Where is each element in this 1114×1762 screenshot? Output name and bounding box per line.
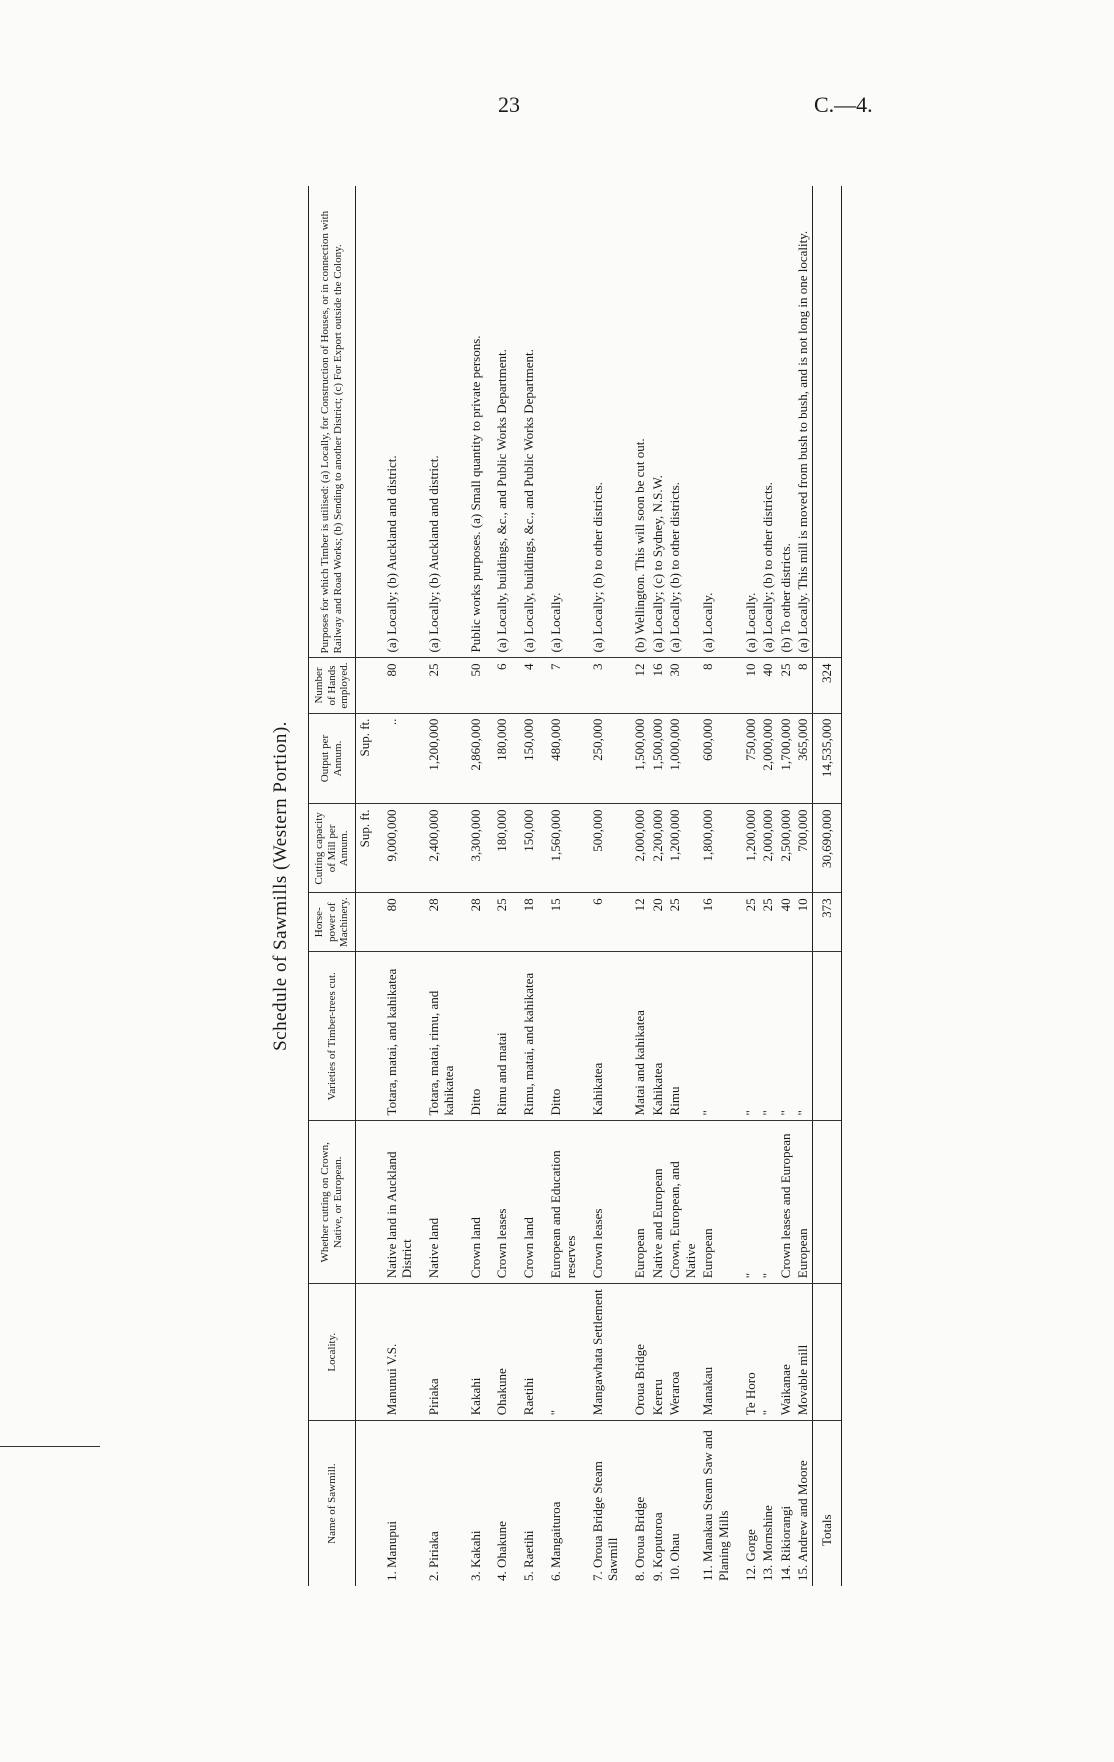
table-row [699,186,732,1586]
table-cell: 10 [733,658,760,713]
table-cell: Movable mill [794,1284,812,1421]
table-row [416,186,458,1586]
table-cell: 8 [794,658,812,713]
table-cell: 7 [538,658,580,713]
total-horse-power: 373 [812,893,841,952]
table-cell: 180,000 [484,804,511,893]
table-cell: (a) Locally. [699,186,732,658]
table-cell: Crown, European, and Native [666,1121,699,1284]
totals-label: Totals [812,1421,841,1586]
table-cell: Ditto [538,952,580,1121]
table-cell: Piriaka [416,1284,458,1421]
table-cell: 10 [794,893,812,952]
unit-label: Sup. ft. [355,804,373,893]
table-row [511,186,538,1586]
total-output: 14,535,000 [812,713,841,804]
col-header: Locality. [309,1284,356,1421]
table-cell: 12 [622,893,649,952]
table-cell: Kakahi [458,1284,485,1421]
table-row [666,186,699,1586]
table-row [458,186,485,1586]
table-cell: 3,300,000 [458,804,485,893]
table-cell: 28 [458,893,485,952]
table-cell: European and Education reserves [538,1121,580,1284]
table-cell: 40 [759,658,777,713]
table-cell: 1,200,000 [733,804,760,893]
table-row [374,186,416,1586]
table-cell: Native and European [649,1121,667,1284]
table-cell: Manakau [699,1284,732,1421]
table-cell: Native land in Auckland District [374,1121,416,1284]
table-cell: Ohakune [484,1284,511,1421]
table-cell: Manunui V.S. [374,1284,416,1421]
table-cell: (b) Wellington. This will soon be cut out. [622,186,649,658]
table-row [580,186,622,1586]
table-cell: " [733,1121,760,1284]
table-cell: 11. Manakau Steam Saw and Planing Mills [700,1430,732,1581]
table-row [777,186,795,1586]
table-cell: 2,000,000 [759,713,777,804]
table-cell: " [759,1121,777,1284]
table-cell: Rimu [666,952,699,1121]
table-cell: 6 [580,893,622,952]
table-cell: (a) Locally; (b) Auckland and district. [416,186,458,658]
table-row [484,186,511,1586]
table-cell: Kereru [649,1284,667,1421]
table-cell: Raetihi [511,1284,538,1421]
table-cell: Ditto [458,952,485,1121]
table-cell: Oroua Bridge [622,1284,649,1421]
table-cell: 18 [511,893,538,952]
table-cell: 7. Oroua Bridge Steam Sawmill [589,1461,621,1581]
table-cell: (a) Locally; (b) Auckland and district. [374,186,416,658]
col-header: Output per Annum. [309,713,356,804]
table-cell: European [794,1121,812,1284]
table-cell: (a) Locally; (b) to other districts. [759,186,777,658]
table-cell: 2,860,000 [458,713,485,804]
table-cell: 12 [622,658,649,713]
table-cell: 500,000 [580,804,622,893]
table-cell: 1,800,000 [699,804,732,893]
table-row [649,186,667,1586]
table-cell: 13. Mornshine [760,1505,776,1581]
table-cell: 600,000 [699,713,732,804]
totals-row [812,186,841,1586]
table-cell: " [759,1284,777,1421]
table-cell: European [622,1121,649,1284]
table-cell: 365,000 [794,713,812,804]
table-cell: 6 [484,658,511,713]
table-cell: 3. Kakahi [467,1530,483,1581]
table-cell: 25 [484,893,511,952]
table-cell: " [759,952,777,1121]
table-cell: " [733,952,760,1121]
table-cell: 1,500,000 [622,713,649,804]
table-cell: 80 [374,893,416,952]
table-cell: 20 [649,893,667,952]
col-header: Horse-power of Machinery. [309,893,356,952]
table-cell: (a) Locally. This mill is moved from bush to bush, and is not long in one locality. [794,186,812,658]
col-header: Cutting capacity of Mill per Annum. [309,804,356,893]
table-cell: " [777,952,795,1121]
table-row [622,186,649,1586]
table-cell: Rimu, matai, and kahikatea [511,952,538,1121]
table-cell: 4. Ohakune [494,1521,510,1581]
table-cell: (a) Locally; (c) to Sydney, N.S.W. [649,186,667,658]
margin-rule [0,1446,100,1447]
table-cell: Mangawhata Settlement [580,1284,622,1421]
table-cell: 15. Andrew and Moore [795,1460,811,1581]
table-cell: Totara, matai, and kahikatea [374,952,416,1121]
schedule-title: Schedule of Sawmills (Western Portion). [270,721,291,1051]
table-cell: 2,500,000 [777,804,795,893]
table-cell: 8. Oroua Bridge [632,1496,648,1581]
table-cell: 4 [511,658,538,713]
table-cell: 1,560,000 [538,804,580,893]
col-header: Purposes for which Timber is utilised: (a) Locally, for Construction of Houses, or in connection with Railway and Road Works; (b) Sending to another District; (c) For Export outside the Colony. [309,186,356,658]
table-cell: 9,000,000 [374,804,416,893]
table-cell: Kahikatea [580,952,622,1121]
header-row [309,186,356,1586]
table-cell: 9. Koputoroa [649,1512,665,1581]
table-cell: 150,000 [511,713,538,804]
table-cell: 1. Manupui [383,1521,399,1581]
table-cell: Weraroa [666,1284,699,1421]
table-cell: 750,000 [733,713,760,804]
table-cell: 5. Raetihi [521,1530,537,1581]
table-cell: European [699,1121,732,1284]
table-cell: 250,000 [580,713,622,804]
unit-label: Sup. ft. [355,713,373,804]
table-cell: Kahikatea [649,952,667,1121]
table-cell: .. [374,713,416,804]
table-cell: 14. Rikiorangi [777,1505,793,1581]
table-cell: 1,500,000 [649,713,667,804]
table-cell: 700,000 [794,804,812,893]
table-cell: Rimu and matai [484,952,511,1121]
total-hands: 324 [812,658,841,713]
table-cell: (a) Locally, buildings, &c., and Public Works Department. [511,186,538,658]
table-body [355,186,812,1586]
rotated-schedule [270,186,834,1586]
table-cell: 10. Ohau [667,1533,683,1581]
table-cell: (a) Locally; (b) to other districts. [666,186,699,658]
table-cell: (a) Locally. [733,186,760,658]
col-header: Number of Hands employed. [309,658,356,713]
units-row [355,186,373,1586]
table-cell: 8 [699,658,732,713]
table-cell: 1,000,000 [666,713,699,804]
table-cell: (a) Locally; (b) to other districts. [580,186,622,658]
table-cell: Crown land [458,1121,485,1284]
table-cell: Crown leases [580,1121,622,1284]
table-cell: 25 [777,658,795,713]
table-cell: 16 [649,658,667,713]
table-cell: (a) Locally, buildings, &c., and Public Works Department. [484,186,511,658]
page-number: 23 [498,92,520,117]
table-cell: 2. Piriaka [425,1531,441,1581]
table-cell: 180,000 [484,713,511,804]
document-reference: C.—4. [814,92,873,117]
table-cell: 25 [759,893,777,952]
sawmill-schedule-table [308,186,842,1586]
table-cell: 1,200,000 [416,713,458,804]
table-cell: 80 [374,658,416,713]
table-row [733,186,760,1586]
table-cell: Crown leases and European [777,1121,795,1284]
table-cell: 1,200,000 [666,804,699,893]
col-header: Name of Sawmill. [309,1421,356,1586]
table-row [794,186,812,1586]
table-cell: 6. Mangaituroa [547,1501,563,1581]
table-cell: 50 [458,658,485,713]
table-cell: (b) To other districts. [777,186,795,658]
table-cell: 16 [699,893,732,952]
table-cell: 25 [416,658,458,713]
table-cell: 2,000,000 [622,804,649,893]
table-cell: Crown land [511,1121,538,1284]
table-cell: 12. Gorge [742,1529,758,1581]
table-cell: 1,700,000 [777,713,795,804]
table-cell: 25 [733,893,760,952]
table-cell: Totara, matai, rimu, and kahikatea [416,952,458,1121]
table-cell: Matai and kahikatea [622,952,649,1121]
table-cell: 28 [416,893,458,952]
table-cell: Te Horo [733,1284,760,1421]
table-cell: 3 [580,658,622,713]
table-cell: 15 [538,893,580,952]
table-cell: Waikanae [777,1284,795,1421]
table-cell: Native land [416,1121,458,1284]
table-cell: 40 [777,893,795,952]
table-cell: " [538,1284,580,1421]
total-capacity: 30,690,000 [812,804,841,893]
col-header: Varieties of Timber-trees cut. [309,952,356,1121]
table-cell: " [699,952,732,1121]
table-row [759,186,777,1586]
table-cell: " [794,952,812,1121]
table-cell: 2,400,000 [416,804,458,893]
col-header: Whether cutting on Crown, Native, or European. [309,1121,356,1284]
table-cell: 2,000,000 [759,804,777,893]
table-cell: 30 [666,658,699,713]
table-row [538,186,580,1586]
table-cell: 150,000 [511,804,538,893]
table-cell: (a) Locally. [538,186,580,658]
table-cell: Crown leases [484,1121,511,1284]
table-cell: 480,000 [538,713,580,804]
table-cell: 2,200,000 [649,804,667,893]
table-cell: 25 [666,893,699,952]
table-cell: Public works purposes. (a) Small quantity to private persons. [458,186,485,658]
